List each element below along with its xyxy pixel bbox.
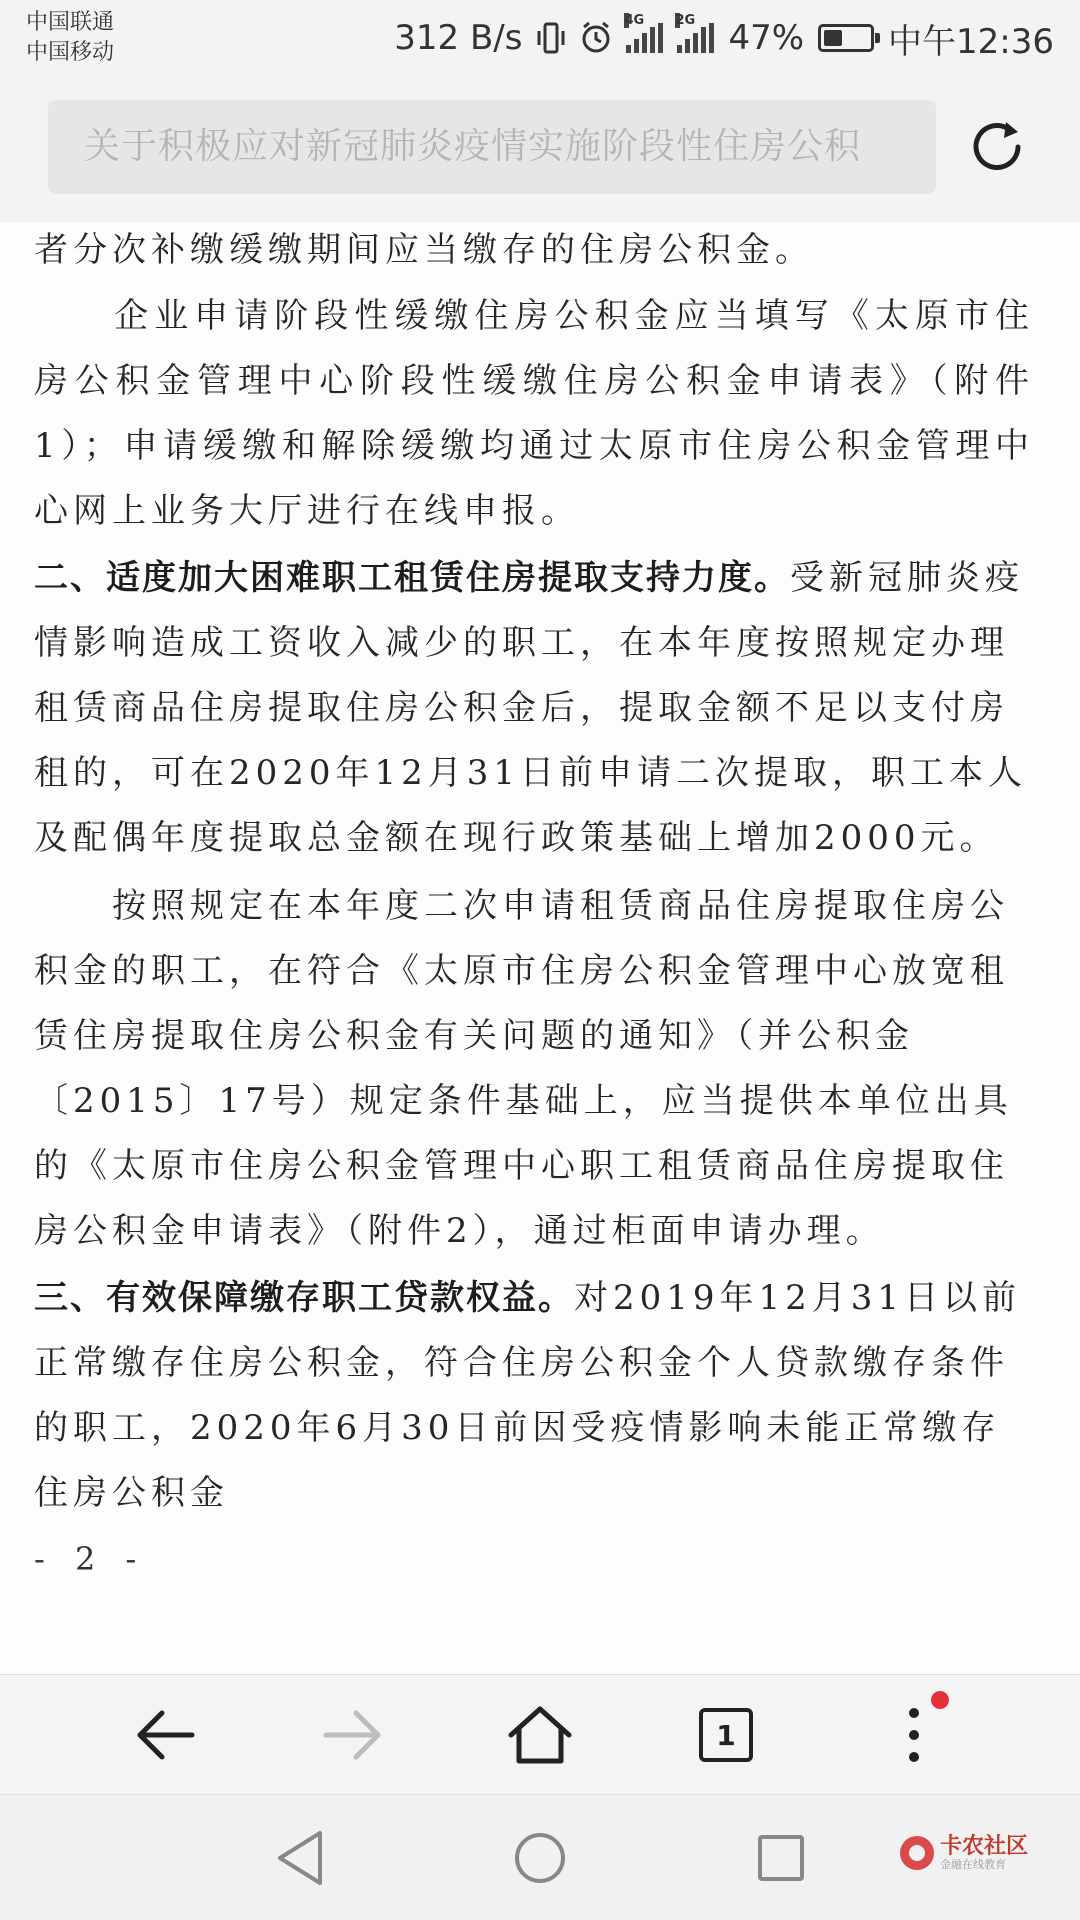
status-icons [394, 14, 1054, 62]
reload-icon[interactable] [966, 116, 1028, 178]
carrier-1: 中国联通 [26, 10, 115, 35]
carrier-labels [26, 8, 114, 68]
paragraph-2: 企业申请阶段性缓缴住房公积金应当填写《太原市住房公积金管理中心阶段性缓缴住房公积金申请表》（附件1）；申请缓缴和解除缓缴均通过太原市住房公积金管理中心网上业务大厅进行在线申报。 [34, 296, 1034, 531]
home-icon [507, 1705, 573, 1765]
arrow-right-icon [320, 1708, 384, 1762]
status-bar [0, 0, 1080, 76]
vibrate-icon [536, 21, 566, 55]
section-3-body: 前正常缴存住房公积金，符合住房公积金个人贷款缴存条件的职工，2020年6月30日前因受疫情影响未能正常缴存住房公积金 [34, 1278, 1022, 1513]
watermark-logo-icon [900, 1836, 934, 1870]
battery-icon [818, 24, 874, 52]
clock: 中午12:36 [888, 21, 1054, 62]
section-2-heading: 二、适度加大困难职工租赁住房提取支持力度。 [34, 558, 790, 598]
page-number: - 2 - [34, 1540, 147, 1578]
signal-2-icon: 2G [677, 23, 714, 53]
address-bar[interactable]: 关于积极应对新冠肺炎疫情实施阶段性住房公积 [48, 100, 936, 194]
back-button[interactable] [128, 1697, 204, 1773]
notification-dot [931, 1691, 949, 1709]
home-button[interactable] [502, 1697, 578, 1773]
system-nav-bar [0, 1794, 1080, 1920]
section-2-heading-tail: 受新冠肺炎 [790, 558, 985, 598]
nav-recents-icon[interactable] [746, 1823, 816, 1893]
watermark-subtitle: 金融在线教育 [940, 1858, 1006, 1872]
battery-percent: 47% [728, 18, 805, 58]
section-2 [34, 546, 1034, 871]
arrow-left-icon [134, 1708, 198, 1762]
document-page[interactable] [0, 222, 1080, 1674]
paragraph-1: 者分次补缴缓缴期间应当缴存的住房公积金。 [34, 230, 814, 270]
carrier-2: 中国移动 [26, 40, 115, 65]
forward-button[interactable] [314, 1697, 390, 1773]
section-3-heading: 三、有效保障缴存职工贷款权益。 [34, 1278, 574, 1318]
tabs-button[interactable] [688, 1697, 764, 1773]
net-speed: 312 B/s [394, 18, 523, 58]
browser-address-area [0, 76, 1080, 222]
watermark [900, 1835, 1028, 1871]
tab-count: 1 [699, 1708, 753, 1762]
section-3-heading-tail: 对2019年12月31日以 [574, 1278, 983, 1318]
nav-back-icon[interactable] [266, 1823, 336, 1893]
alarm-icon [580, 21, 612, 55]
paragraph-4: 按照规定在本年度二次申请租赁商品住房提取住房公积金的职工，在符合《太原市住房公积金管理中心放宽租赁住房提取住房公积金有关问题的通知》（并公积金〔2015〕17号）规定条件基础上，应当提供本单位出具的《太原市住房公积金管理中心职工租赁商品住房提取住房公积金申请表》（附件2），通过柜面申请办理。 [34, 886, 1013, 1251]
watermark-title: 卡农社区 [940, 1834, 1029, 1859]
signal-1-icon: 4G [626, 23, 663, 53]
nav-home-icon[interactable] [505, 1823, 575, 1893]
more-vertical-icon [904, 1705, 924, 1765]
section-3 [34, 1266, 1034, 1526]
browser-toolbar [0, 1674, 1080, 1794]
section-2-body: 疫情影响造成工资收入减少的职工，在本年度按照规定办理租赁商品住房提取住房公积金后，提取金额不足以支付房租的，可在2020年12月31日前申请二次提取，职工本人及配偶年度提取总金额在现行政策基础上增加2000元。 [34, 558, 1028, 858]
battery-fill [824, 30, 842, 46]
